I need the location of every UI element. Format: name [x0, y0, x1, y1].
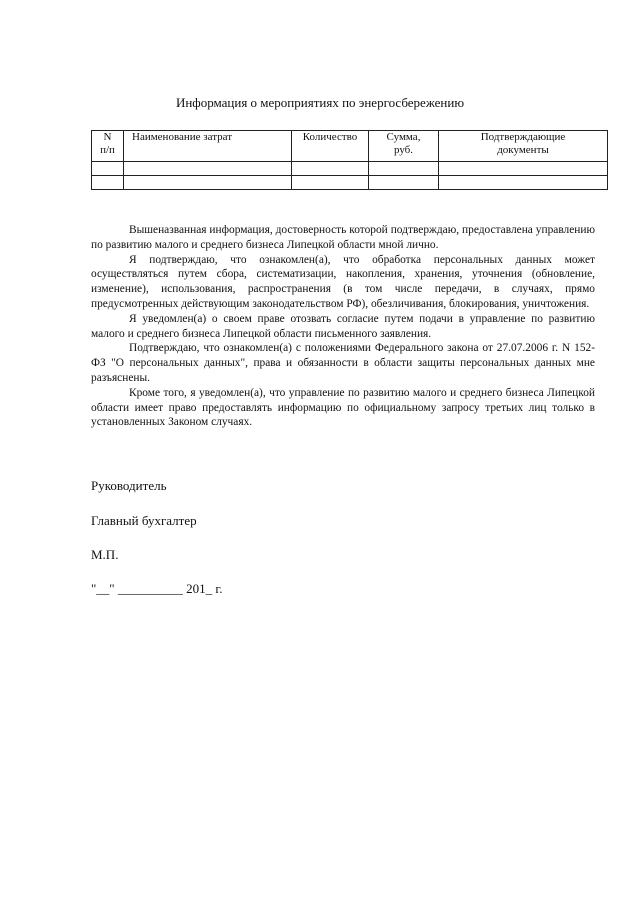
table-header-row [92, 131, 608, 162]
table-cell [92, 162, 124, 176]
table-cell [292, 162, 369, 176]
table-cell [292, 176, 369, 190]
paragraph-third-party: Кроме того, я уведомлен(а), что управление по развитию малого и среднего бизнеса Липецкой области имеет право предоставлять информацию по официальному запросу третьих лиц только в установленных Законом случаях. [91, 386, 595, 429]
consent-text [91, 223, 595, 430]
header-sum-line1: Сумма, [386, 131, 421, 143]
table-cell [92, 176, 124, 190]
header-number-line2: п/п [100, 144, 115, 156]
table-row [92, 162, 608, 176]
signature-accountant: Главный бухгалтер [91, 513, 197, 528]
table-cell [369, 162, 439, 176]
table-cell [439, 162, 608, 176]
header-quantity: Количество [292, 131, 369, 162]
paragraph-law-acknowledgement: Подтверждаю, что ознакомлен(а) с положениями Федерального закона от 27.07.2006 г. N 152-ФЗ "О персональных данных", права и обязанности в области защиты персональных данных мне разъяснены. [91, 342, 595, 384]
header-number [92, 131, 124, 162]
header-number-line1: N [103, 131, 112, 143]
signature-head: Руководитель [91, 478, 167, 493]
header-documents [439, 131, 608, 162]
header-sum-line2: руб. [393, 144, 414, 156]
table-cell [124, 176, 292, 190]
paragraph-info-confirmation: Вышеназванная информация, достоверность которой подтверждаю, предоставлена управлению по развитию малого и среднего бизнеса Липецкой области мной лично. [91, 224, 595, 251]
page-title: Информация о мероприятиях по энергосбережению [175, 95, 465, 110]
table-cell [369, 176, 439, 190]
header-documents-line2: документы [497, 144, 549, 156]
table-row [92, 176, 608, 190]
header-name: Наименование затрат [124, 131, 292, 162]
table-cell [439, 176, 608, 190]
paragraph-data-processing: Я подтверждаю, что ознакомлен(а), что обработка персональных данных может осуществляться путем сбора, систематизации, накопления, хранения, уточнения (обновление, изменение), использования, распространения (в том числе передачи, в случаях, прямо предусмотренных действующим законодательством РФ), обезличивания, блокирования, уничтожения. [91, 253, 595, 310]
paragraph-revoke-consent: Я уведомлен(а) о своем праве отозвать согласие путем подачи в управление по развитию малого и среднего бизнеса Липецкой области письменного заявления. [91, 312, 595, 340]
date-line: "__" __________ 201_ г. [91, 581, 223, 596]
expenses-table [91, 130, 608, 190]
header-sum [369, 131, 439, 162]
table-cell [124, 162, 292, 176]
stamp-placeholder: М.П. [91, 547, 119, 562]
header-documents-line1: Подтверждающие [480, 131, 566, 143]
